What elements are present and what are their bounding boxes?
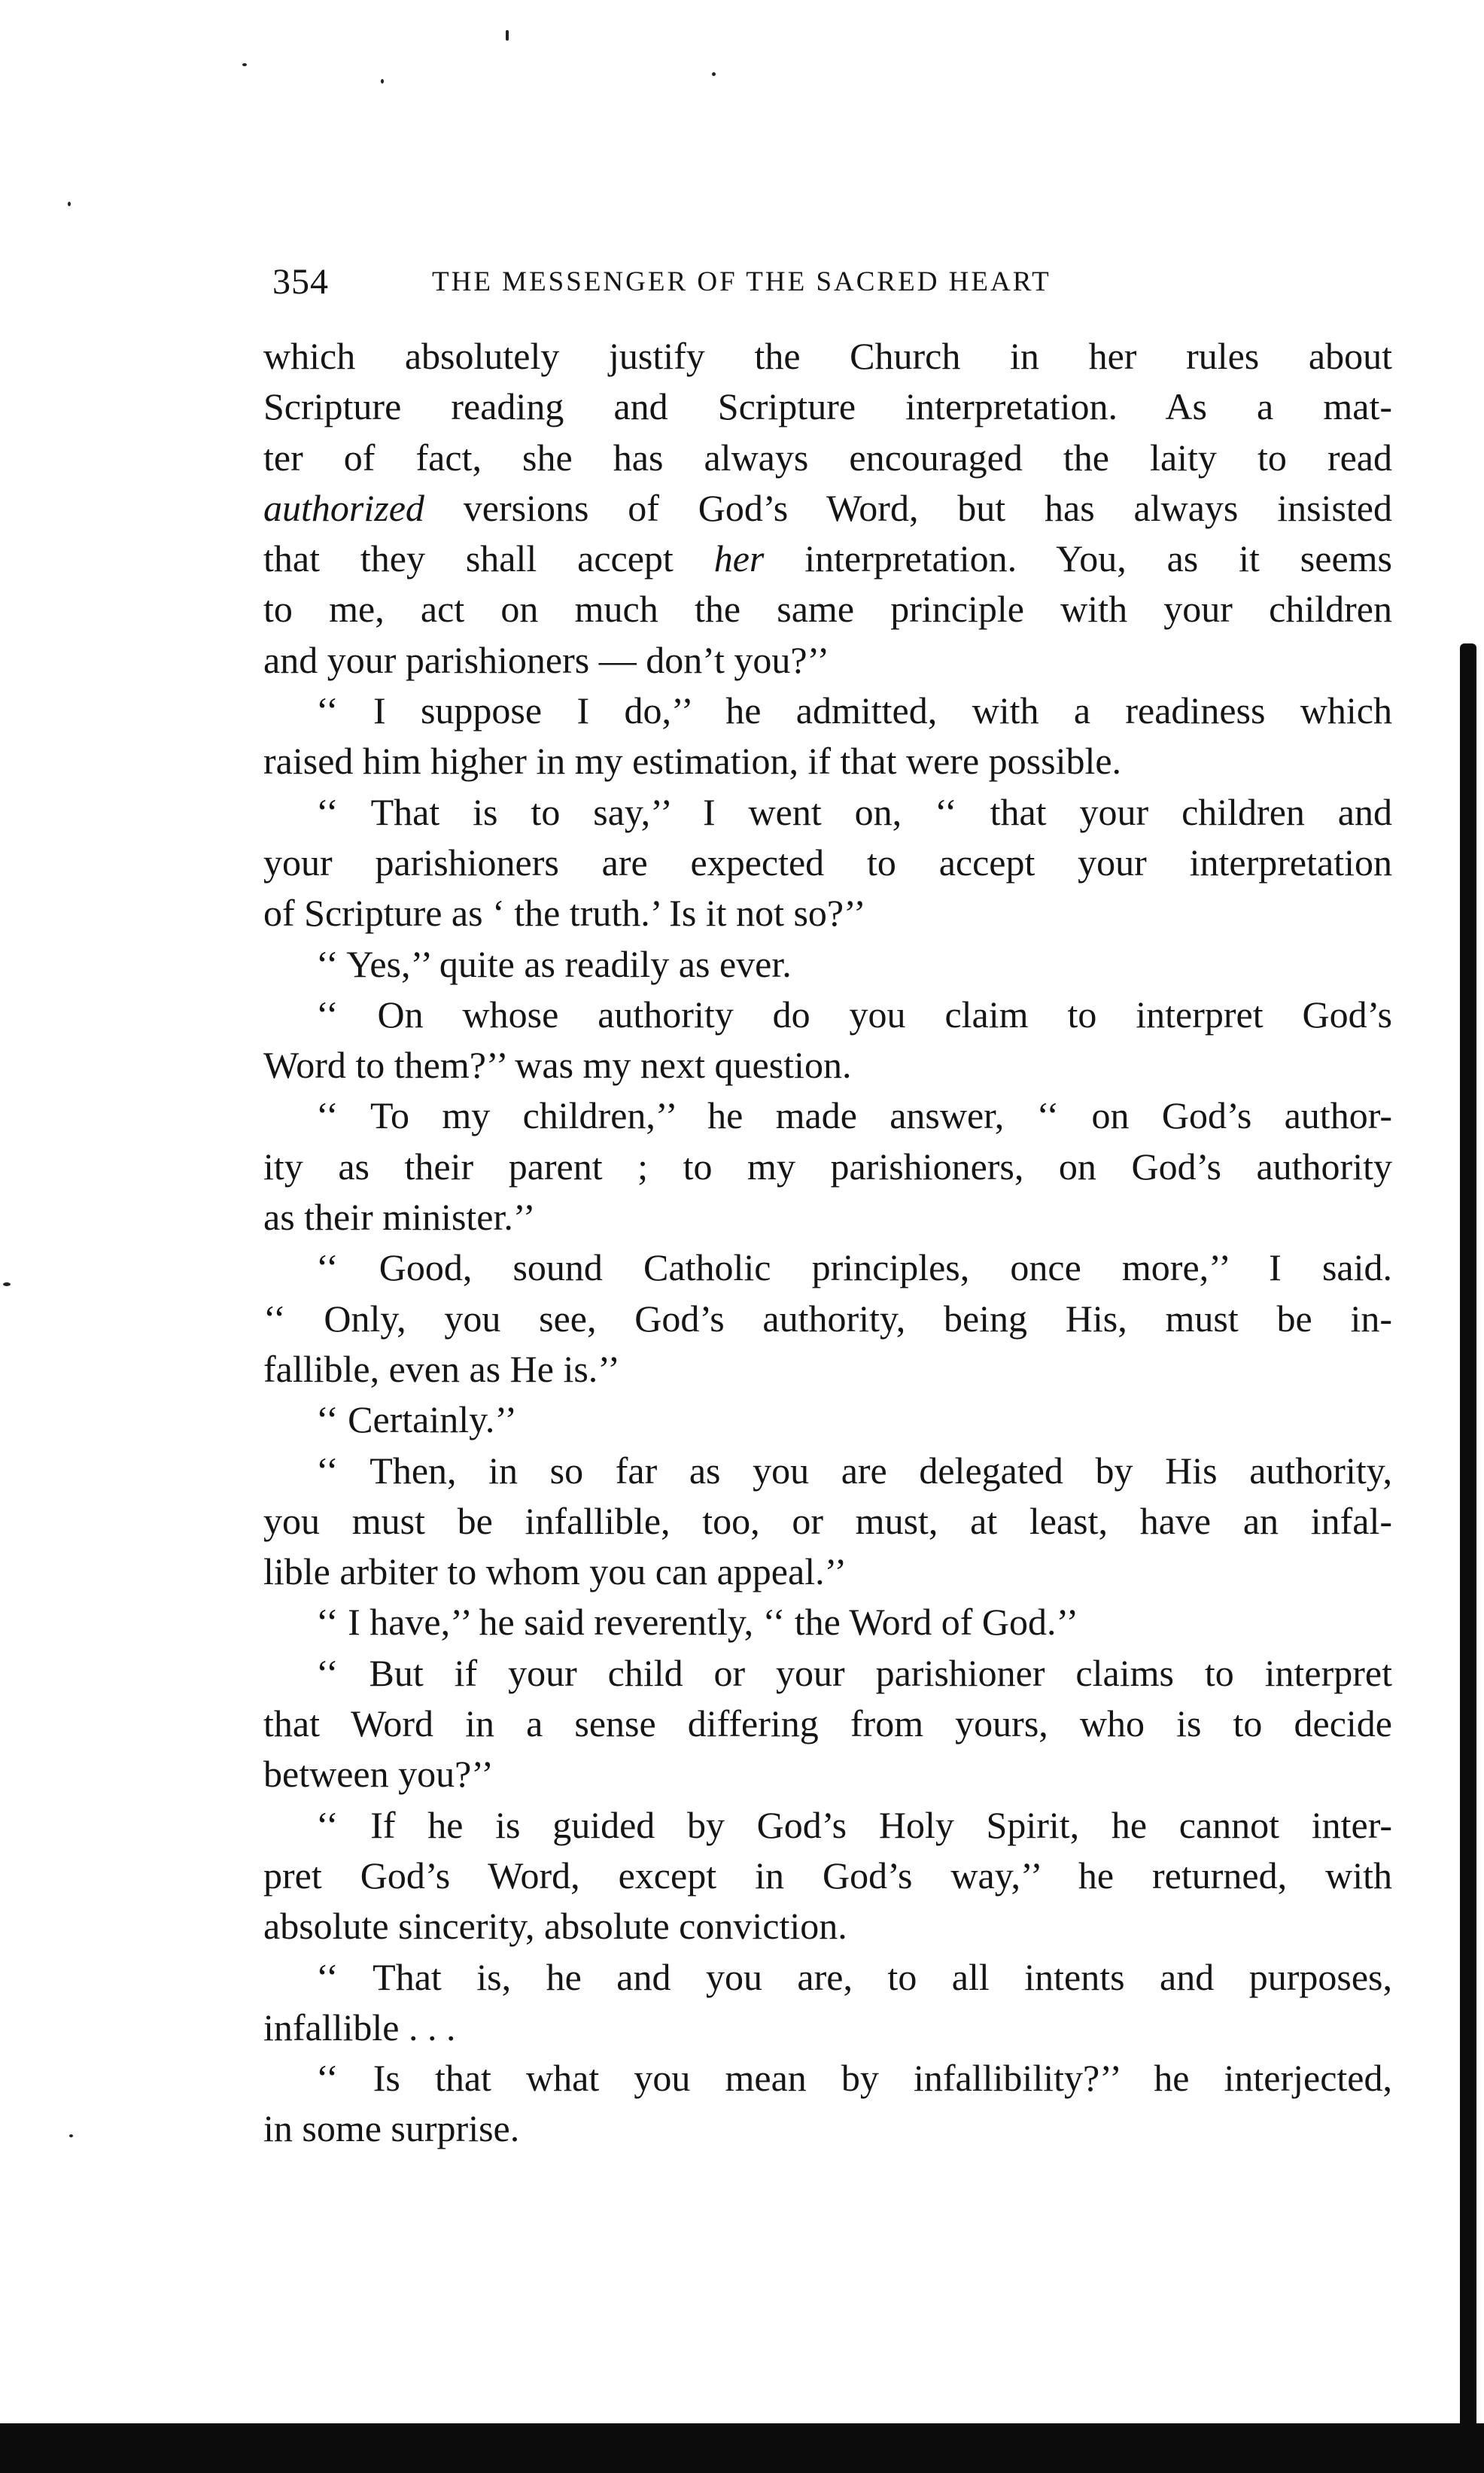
text-line: ter of fact, she has always encouraged the laity to read: [263, 436, 1392, 479]
text-line: [263, 534, 1392, 584]
text-line: Scripture reading and Scripture interpretation. As a mat-: [263, 385, 1392, 428]
scan-speck: [242, 63, 247, 66]
scan-bottom-shadow: [0, 2423, 1484, 2473]
page-header: [272, 261, 1386, 306]
text-line: to me, act on much the same principle with your children: [263, 588, 1392, 631]
text-fragment: versions of God’s Word, but has always insisted: [424, 486, 1392, 529]
italic-word: her: [713, 537, 765, 580]
text-line: fallible, even as He is.’’: [263, 1347, 620, 1390]
text-line: your parishioners are expected to accept your interpretation: [263, 841, 1392, 884]
text-line: between you?’’: [263, 1753, 494, 1796]
text-line: absolute sincerity, absolute conviction.: [263, 1905, 847, 1948]
text-line: [263, 483, 1392, 534]
scan-speck: [712, 72, 716, 76]
text-line: in some surprise.: [263, 2107, 520, 2150]
text-line: ‘‘ Good, sound Catholic principles, once more,’’ I said.: [316, 1246, 1392, 1289]
text-line: of Scripture as ‘ the truth.’ Is it not so?’’: [263, 892, 866, 935]
text-fragment: that they shall accept: [263, 537, 714, 580]
text-line: ‘‘ On whose authority do you claim to interpret God’s: [316, 993, 1392, 1036]
text-line: ity as their parent ; to my parishioners, on God’s authority: [263, 1145, 1392, 1188]
text-line: ‘‘ To my children,’’ he made answer, ‘‘ on God’s author-: [316, 1094, 1392, 1137]
text-fragment: interpretation. You, as it seems: [764, 537, 1392, 580]
text-line: pret God’s Word, except in God’s way,’’ he returned, with: [263, 1854, 1392, 1897]
text-line: ‘‘ If he is guided by God’s Holy Spirit, he cannot inter-: [316, 1803, 1392, 1846]
page-number: 354: [272, 262, 329, 302]
text-line: that Word in a sense differing from yours, who is to decide: [263, 1702, 1392, 1745]
text-line: and your parishioners — don’t you?’’: [263, 638, 830, 681]
scan-speck: [381, 79, 384, 84]
scan-speck: [3, 1282, 11, 1286]
text-line: as their minister.’’: [263, 1196, 536, 1239]
scan-speck: [69, 2134, 73, 2137]
scan-speck: [68, 202, 71, 206]
text-line: raised him higher in my estimation, if that were possible.: [263, 740, 1122, 783]
scan-speck: [506, 30, 509, 41]
body-text: [263, 331, 1392, 2155]
text-line: Word to them?’’ was my next question.: [263, 1044, 852, 1087]
text-line: which absolutely justify the Church in her rules about: [263, 335, 1392, 377]
text-line: ‘‘ Certainly.’’: [316, 1398, 517, 1441]
text-line: ‘‘ Then, in so far as you are delegated by His authority,: [316, 1449, 1392, 1492]
text-line: ‘‘ Only, you see, God’s authority, being His, must be in-: [263, 1297, 1392, 1340]
running-head: THE MESSENGER OF THE SACRED HEART: [432, 266, 1051, 297]
text-line: ‘‘ I suppose I do,’’ he admitted, with a readiness which: [316, 689, 1392, 732]
text-line: you must be infallible, too, or must, at least, have an infal-: [263, 1499, 1392, 1542]
italic-word: authorized: [263, 486, 424, 529]
text-line: lible arbiter to whom you can appeal.’’: [263, 1550, 847, 1593]
text-line: ‘‘ But if your child or your parishioner claims to interpret: [316, 1651, 1392, 1694]
text-line: ‘‘ That is to say,’’ I went on, ‘‘ that your children and: [316, 790, 1392, 833]
text-line: ‘‘ That is, he and you are, to all intents and purposes,: [316, 1955, 1392, 1998]
text-line: ‘‘ I have,’’ he said reverently, ‘‘ the Word of God.’’: [316, 1601, 1079, 1644]
scan-edge-shadow: [1460, 643, 1476, 2427]
text-line: ‘‘ Is that what you mean by infallibility?’’ he interjected,: [316, 2057, 1392, 2100]
text-line: infallible . . .: [263, 2006, 456, 2049]
text-line: ‘‘ Yes,’’ quite as readily as ever.: [316, 942, 792, 985]
